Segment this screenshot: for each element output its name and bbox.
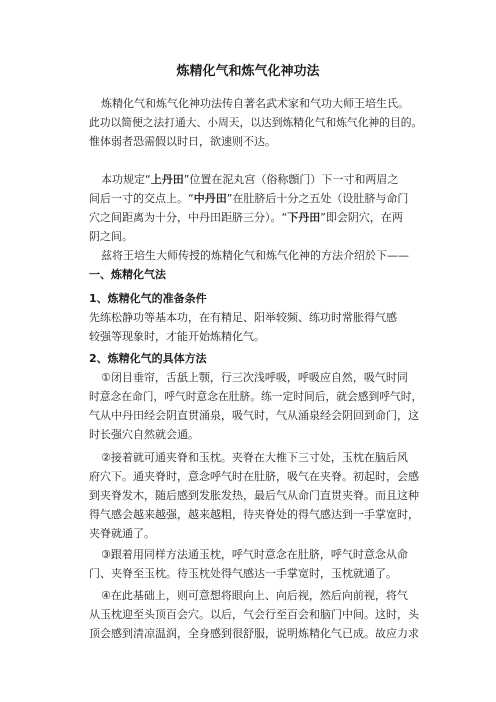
heading-text: 2、炼精化气的具体方法 (89, 352, 207, 365)
text-line: 时意念在命门，呼气时意念在肚脐。练一定时间后，就会感到呼气时， (89, 390, 423, 403)
lower-dantian-term: 下丹田 (287, 211, 321, 224)
text-line: 气从中丹田经会阴直贯涌泉，吸气时，气从涌泉经会阴回到命门，这 (89, 409, 419, 422)
text-line (89, 189, 429, 208)
step-4-paragraph (89, 586, 429, 643)
text-line: 兹将王培生大师传授的炼精化气和炼气化神的方法介绍於下—— (101, 249, 409, 262)
text-fragment: 间后一寸的交点上。“ (89, 192, 194, 205)
text-line: 较强等现象时，才能开始炼精化气。 (89, 330, 265, 343)
text-line: ①闭目垂帘，舌舐上颚，行三次浅呼吸，呼吸应自然，吸气时同 (101, 371, 408, 384)
text-fragment: ”即会阴穴，在两 (320, 211, 403, 224)
text-fragment: ”位置在泥丸宫（俗称顖门）下一寸和两眉之 (183, 173, 399, 186)
text-line: 此功以简便之法打通大、小周天，以达到炼精化气和炼气化神的目的。 (89, 116, 423, 129)
text-line: 炼精化气和炼气化神功法传自著名武术家和气功大师王培生氏。 (101, 97, 409, 110)
text-line: ④在此基础上，则可意想将眼向上、向后视，然后向前视，将气 (101, 589, 408, 602)
heading-text: 1、炼精化气的准备条件 (89, 292, 207, 305)
subsection-heading (89, 349, 429, 368)
dantian-paragraph (89, 170, 429, 246)
lead-paragraph (89, 246, 429, 265)
text-line: 顶会感到清凉温润，全身感到很舒服，说明炼精化气已成。故应力求 (89, 627, 419, 640)
text-line (89, 208, 429, 227)
text-line: 门、夹脊至玉枕。待玉枕处得气感达一手掌宽时，玉枕就通了。 (89, 567, 397, 580)
page-title: 炼精化气和炼气化神功法 (176, 64, 320, 79)
text-line (89, 170, 429, 189)
text-fragment: 穴之间距离为十分，中丹田距脐三分）。“ (89, 211, 288, 224)
intro-paragraph (89, 94, 429, 151)
heading-text: 一、炼精化气法 (89, 268, 166, 281)
subsection-heading (89, 289, 429, 308)
text-fragment: ”在肚脐后十分之五处（设肚脐与命门 (226, 192, 409, 205)
step-2-paragraph (89, 448, 429, 543)
section-heading (89, 265, 429, 284)
text-line: 惟体弱者恐需假以时日，欲速则不达。 (89, 135, 276, 148)
text-line: 得气感会越来越强，越来越粗，待夹脊处的得气感达到一手掌宽时， (89, 508, 419, 521)
step-1-paragraph (89, 368, 429, 444)
text-line: 府穴下。通夹脊时，意念呼气时在肚脐，吸气在夹脊。初起时，会感 (89, 470, 419, 483)
text-fragment: 本功规定“ (101, 173, 151, 186)
text-line: 从玉枕迎至头顶百会穴。以后，气会行至百会和脑门中间。这时，头 (89, 608, 419, 621)
middle-dantian-term: 中丹田 (193, 192, 227, 205)
text-line: 时长强穴自然就会通。 (89, 428, 199, 441)
step-3-paragraph (89, 545, 429, 583)
text-line: ②接着就可通夹脊和玉枕。夹脊在大椎下三寸处，玉枕在脑后风 (101, 451, 408, 464)
text-line: ③跟着用同样方法通玉枕，呼气时意念在肚脐，呼气时意念从命 (101, 548, 408, 561)
text-line: 夹脊就通了。 (89, 527, 155, 540)
prep-paragraph (89, 308, 429, 346)
upper-dantian-term: 上丹田 (150, 173, 184, 186)
text-line: 先练松静功等基本功，在有精足、阳举较频、练功时常胀得气感 (89, 311, 397, 324)
text-line: 阴之间。 (89, 230, 133, 243)
text-line: 到夹脊发木，随后感到发胀发热，最后气从命门直贯夹脊。而且这种 (89, 489, 419, 502)
